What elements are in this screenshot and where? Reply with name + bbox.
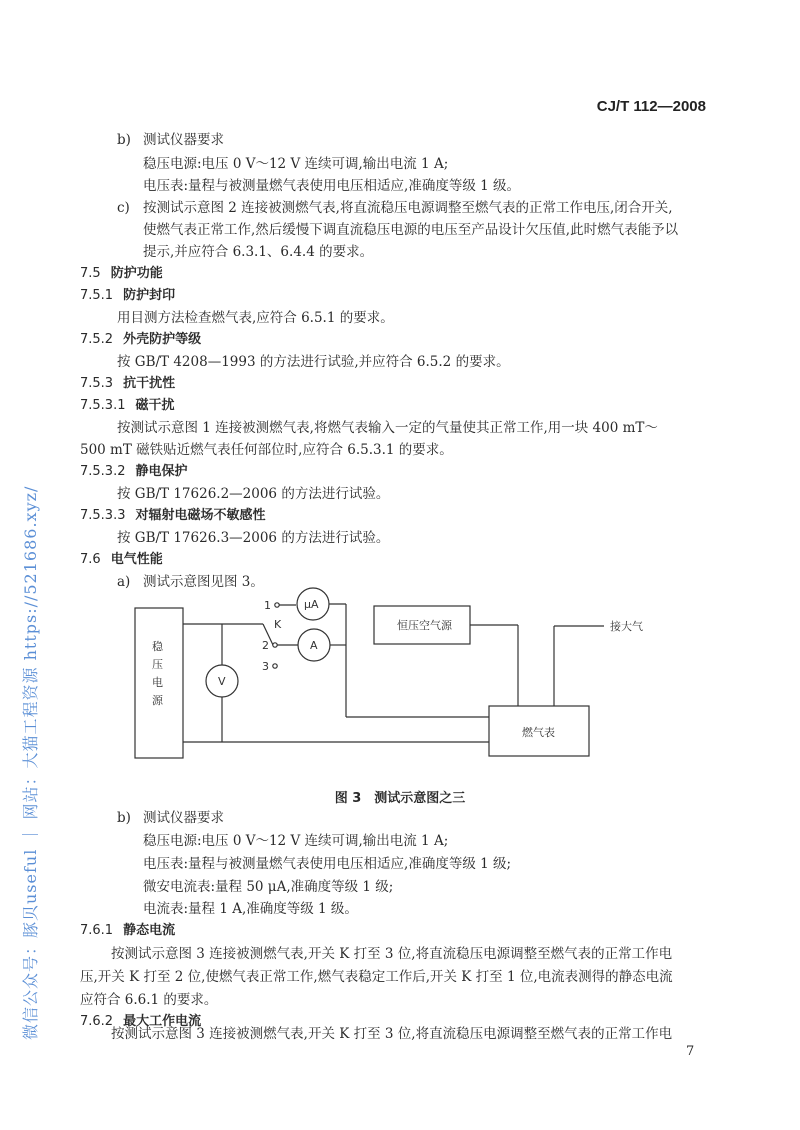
paragraph-7-5-3-2: 按 GB/T 17626.2—2006 的方法进行试验。	[117, 486, 390, 502]
heading-title: 对辐射电磁场不敏感性	[135, 508, 266, 523]
heading-number: 7.5.3	[80, 376, 114, 391]
instruments-line2: 电压表:量程与被测量燃气表使用电压相适应,准确度等级 1 级;	[143, 856, 512, 872]
paragraph-7-6-1-line3: 应符合 6.6.1 的要求。	[80, 992, 218, 1008]
power-supply-label-3: 电	[152, 676, 163, 689]
item-b-label: b)	[117, 132, 131, 148]
power-supply-label-4: 源	[152, 694, 163, 707]
gas-meter-label: 燃气表	[522, 726, 555, 739]
heading-title: 静电保护	[135, 464, 188, 479]
item-c-line3: 提示,并应符合 6.3.1、6.4.4 的要求。	[143, 244, 374, 260]
switch-pos-1: 1	[264, 599, 271, 612]
paragraph-7-6-1-line2: 压,开关 K 打至 2 位,使燃气表正常工作,燃气表稳定工作后,开关 K 打至 1 位,电流表测得的静态电流	[80, 969, 673, 985]
voltmeter-label: V	[218, 675, 226, 688]
paragraph-7-5-2: 按 GB/T 4208—1993 的方法进行试验,并应符合 6.5.2 的要求。	[117, 354, 510, 370]
heading-number: 7.5.2	[80, 332, 114, 347]
paragraph-7-5-3-3: 按 GB/T 17626.3—2006 的方法进行试验。	[117, 530, 390, 546]
switch-pos-2: 2	[262, 639, 269, 652]
paragraph-7-6-2-line1: 按测试示意图 3 连接被测燃气表,开关 K 打至 3 位,将直流稳压电源调整至燃气表的正常工作电	[111, 1026, 673, 1042]
heading-number: 7.5.3.2	[80, 464, 126, 479]
heading-number: 7.5.1	[80, 288, 114, 303]
watermark: 微信公众号：豚贝useful ｜ 网站：大猫工程资源 https://521686.xyz/	[21, 485, 40, 1040]
heading-title: 静态电流	[123, 923, 176, 938]
ammeter-label: A	[310, 639, 318, 652]
switch-pos-3: 3	[262, 660, 269, 673]
heading-number: 7.6.2	[80, 1014, 114, 1029]
paragraph-7-5-3-1-line2: 500 mT 磁铁贴近燃气表任何部位时,应符合 6.5.3.1 的要求。	[80, 442, 453, 458]
power-supply-label-2: 压	[152, 658, 163, 671]
atmosphere-label: 接大气	[610, 620, 643, 633]
instruments-line1: 稳压电源:电压 0 V～12 V 连续可调,输出电流 1 A;	[143, 833, 449, 849]
item-b-line2: 电压表:量程与被测量燃气表使用电压相适应,准确度等级 1 级。	[143, 178, 521, 194]
heading-title: 防护封印	[123, 288, 176, 303]
heading-number: 7.5.3.1	[80, 398, 126, 413]
item-b-title: 测试仪器要求	[143, 132, 224, 148]
heading-title: 磁干扰	[135, 398, 175, 413]
heading-title: 最大工作电流	[123, 1014, 202, 1029]
item-c-label: c)	[117, 200, 130, 216]
heading-number: 7.5.3.3	[80, 508, 126, 523]
item-b-line1: 稳压电源:电压 0 V～12 V 连续可调,输出电流 1 A;	[143, 156, 449, 172]
heading-title: 防护功能	[110, 266, 163, 281]
switch-label: K	[274, 618, 282, 631]
figure-caption: 图 3 测试示意图之三	[334, 791, 466, 806]
item-c-line2: 使燃气表正常工作,然后缓慢下调直流稳压电源的电压至产品设计欠压值,此时燃气表能予以	[143, 222, 679, 238]
instruments-b-title: 测试仪器要求	[143, 810, 224, 826]
microammeter-label: μA	[304, 598, 319, 611]
paragraph-7-5-3-1-line1: 按测试示意图 1 连接被测燃气表,将燃气表输入一定的气量使其正常工作,用一块 400 mT～	[117, 420, 658, 436]
heading-number: 7.6.1	[80, 923, 114, 938]
item-a-label: a)	[117, 574, 131, 590]
power-supply-label-1: 稳	[152, 640, 163, 653]
paragraph-7-5-1: 用目测方法检查燃气表,应符合 6.5.1 的要求。	[117, 310, 394, 326]
instruments-b-label: b)	[117, 810, 131, 826]
page-number: 7	[686, 1044, 695, 1059]
heading-number: 7.6	[80, 552, 101, 567]
heading-title: 外壳防护等级	[123, 332, 202, 347]
heading-title: 抗干扰性	[123, 376, 176, 391]
item-a-text: 测试示意图见图 3。	[143, 574, 264, 590]
air-source-label: 恒压空气源	[397, 619, 452, 632]
standard-code: CJ/T 112—2008	[596, 98, 706, 115]
instruments-line3: 微安电流表:量程 50 μA,准确度等级 1 级;	[143, 879, 394, 895]
heading-number: 7.5	[80, 266, 101, 281]
heading-title: 电气性能	[110, 552, 163, 567]
heading-7-6-1	[80, 922, 175, 940]
item-c-line1: 按测试示意图 2 连接被测燃气表,将直流稳压电源调整至燃气表的正常工作电压,闭合开关,	[143, 200, 673, 216]
paragraph-7-6-1-line1: 按测试示意图 3 连接被测燃气表,开关 K 打至 3 位,将直流稳压电源调整至燃气表的正常工作电	[111, 946, 673, 962]
instruments-line4: 电流表:量程 1 A,准确度等级 1 级。	[143, 901, 358, 917]
